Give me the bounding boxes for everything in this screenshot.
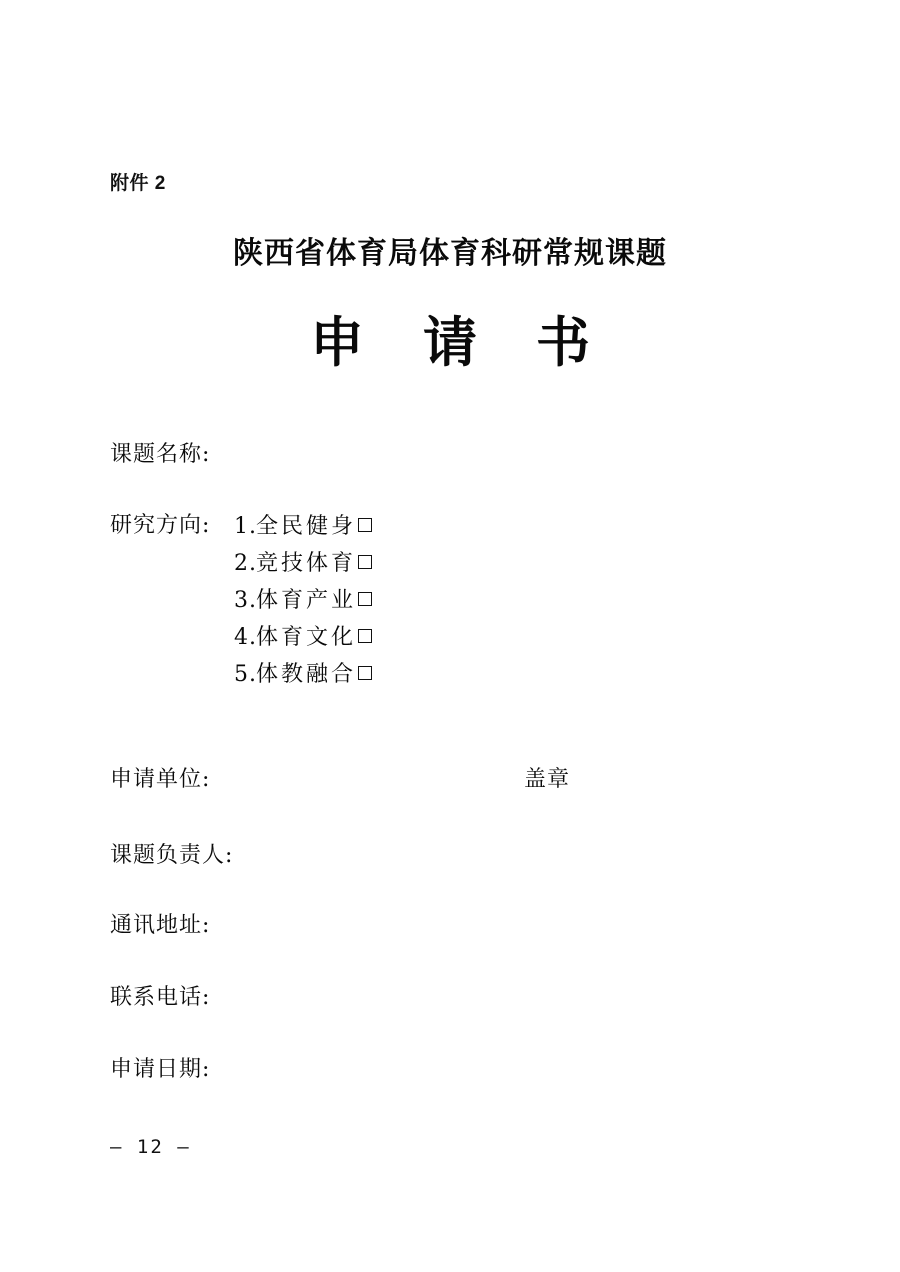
- attachment-label: 附件 2: [110, 173, 166, 194]
- option-label: 全民健身: [256, 514, 357, 539]
- option-label: 体育产业: [256, 588, 357, 613]
- option-number: 5.: [234, 662, 257, 687]
- option-label: 体育文化: [256, 625, 357, 650]
- seal-note: 盖章: [524, 767, 571, 792]
- list-item[interactable]: [234, 656, 372, 693]
- field-label-research-direction: 研究方向:: [110, 513, 211, 538]
- checkbox-tijiao-ronghe[interactable]: [358, 666, 372, 680]
- field-label-project-title: 课题名称:: [110, 442, 211, 467]
- checkbox-tiyu-chanye[interactable]: [358, 592, 372, 606]
- option-label: 竞技体育: [256, 551, 357, 576]
- field-label-applicant-unit: 申请单位:: [110, 767, 211, 792]
- page-number: – 12 –: [110, 1136, 191, 1158]
- document-title-primary: 陕西省体育局体育科研常规课题: [233, 237, 667, 270]
- field-label-application-date: 申请日期:: [110, 1057, 211, 1082]
- field-label-contact-phone: 联系电话:: [110, 985, 211, 1010]
- document-title-secondary: 申 请 书: [309, 313, 612, 373]
- option-number: 4.: [234, 625, 257, 650]
- option-label: 体教融合: [256, 662, 357, 687]
- checkbox-quanmin-jianshen[interactable]: [358, 518, 372, 532]
- field-label-project-leader: 课题负责人:: [110, 843, 234, 868]
- checkbox-jingji-tiyu[interactable]: [358, 555, 372, 569]
- field-label-mailing-address: 通讯地址:: [110, 913, 211, 938]
- research-direction-options: [234, 508, 372, 693]
- option-number: 2.: [234, 551, 257, 576]
- checkbox-tiyu-wenhua[interactable]: [358, 629, 372, 643]
- option-number: 1.: [234, 514, 257, 539]
- list-item[interactable]: [234, 508, 372, 545]
- list-item[interactable]: [234, 582, 372, 619]
- list-item[interactable]: [234, 545, 372, 582]
- option-number: 3.: [234, 588, 257, 613]
- list-item[interactable]: [234, 619, 372, 656]
